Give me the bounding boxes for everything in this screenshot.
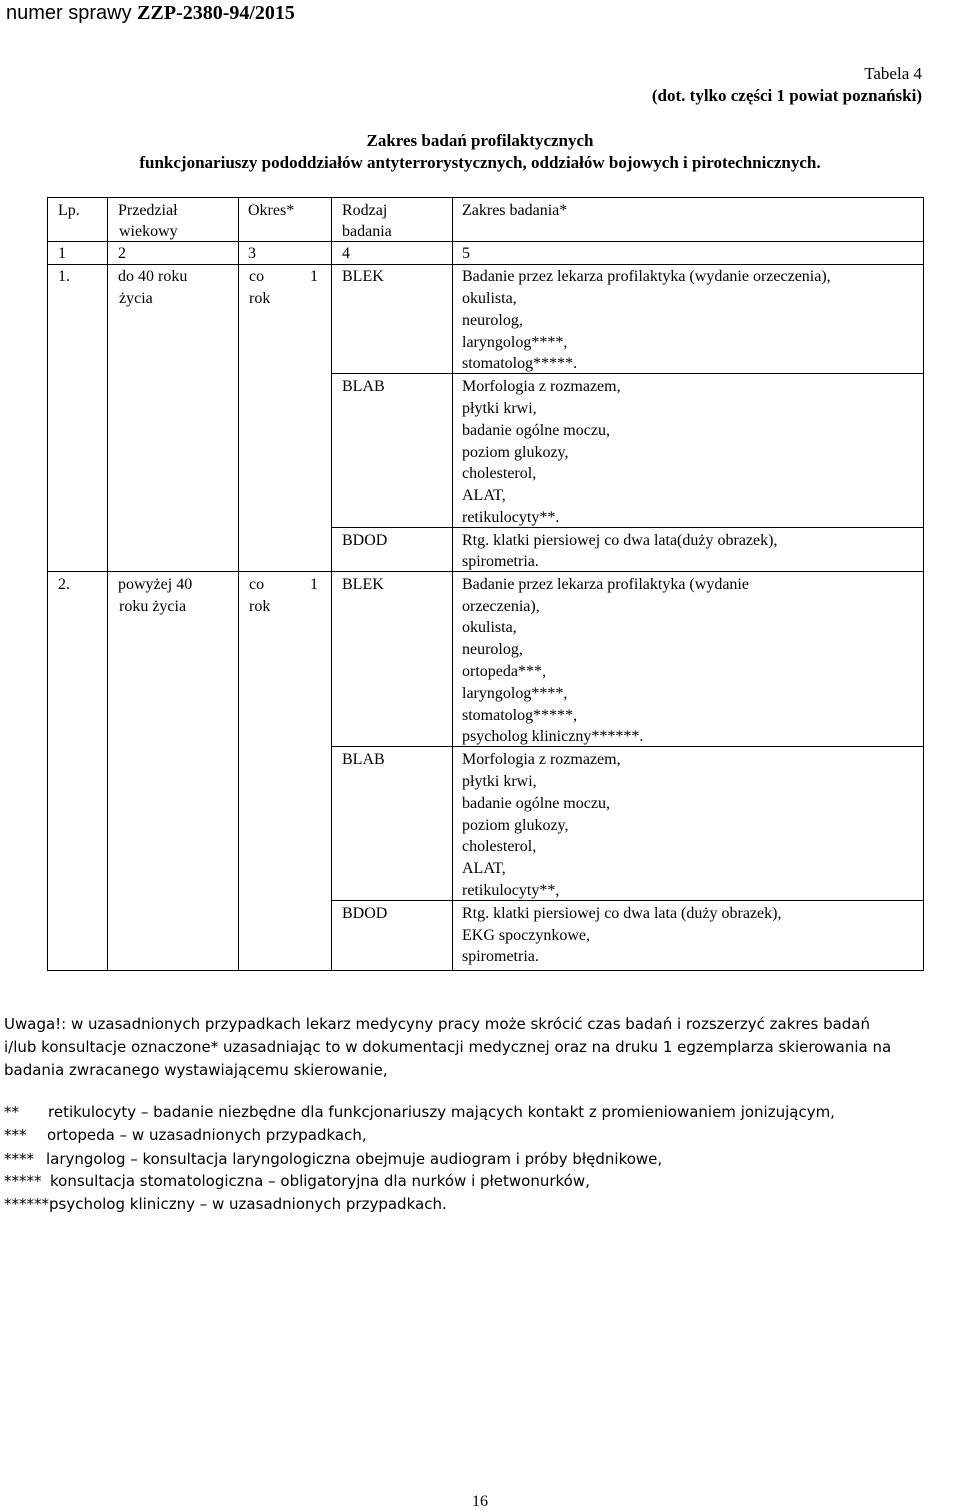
footnote-psycholog <box>4 1195 447 1213</box>
footnote-mark: ** <box>4 1103 19 1121</box>
column-divider <box>331 197 332 971</box>
header-age-line2: wiekowy <box>119 223 178 240</box>
case-number: ZZP-2380-94/2015 <box>137 2 295 24</box>
row1-blek-line: laryngolog****, <box>462 334 568 351</box>
footnote-text: ortopeda – w uzasadnionych przypadkach, <box>47 1126 367 1144</box>
row1-period-b: 1 <box>310 268 318 285</box>
footnote-stomatolog <box>4 1172 590 1190</box>
row2-age-line2: roku życia <box>119 598 187 615</box>
row2-blab-line: poziom glukozy, <box>462 817 569 834</box>
row1-bdod-line: Rtg. klatki piersiowej co dwa lata(duży obrazek), <box>462 532 778 549</box>
row1-blab-line: Morfologia z rozmazem, <box>462 378 621 395</box>
row1-period-c: rok <box>249 290 271 307</box>
col-number: 3 <box>248 245 256 262</box>
row2-blab-line: badanie ogólne moczu, <box>462 795 610 812</box>
row-divider <box>331 373 923 374</box>
row-divider <box>47 241 923 242</box>
column-divider <box>238 197 239 971</box>
document-title-line2: funkcjonariuszy pododdziałów antyterrorystycznych, oddziałów bojowych i pirotechnicznych. <box>139 153 821 172</box>
footnote-mark: ****** <box>4 1195 49 1213</box>
row2-blab-line: cholesterol, <box>462 838 537 855</box>
footnote-mark: ***** <box>4 1172 42 1190</box>
row2-bdod-line: spirometria. <box>462 948 539 965</box>
row1-age-line1: do 40 roku <box>118 268 188 285</box>
header-scope: Zakres badania* <box>462 202 568 219</box>
row1-type-blek: BLEK <box>342 268 384 285</box>
row2-type-bdod: BDOD <box>342 905 388 922</box>
footnote-mark: *** <box>4 1126 27 1144</box>
row1-blek-line: Badanie przez lekarza profilaktyka (wydanie orzeczenia), <box>462 268 831 285</box>
row1-type-bdod: BDOD <box>342 532 388 549</box>
header-type-line1: Rodzaj <box>342 202 388 219</box>
row1-type-blab: BLAB <box>342 378 385 395</box>
row1-age-line2: życia <box>119 290 153 307</box>
col-number: 4 <box>342 245 350 262</box>
row2-blab-line: ALAT, <box>462 860 506 877</box>
row1-blab-line: cholesterol, <box>462 465 537 482</box>
row1-bdod-line: spirometria. <box>462 553 539 570</box>
row1-blek-line: okulista, <box>462 290 517 307</box>
row1-blab-line: badanie ogólne moczu, <box>462 422 610 439</box>
header-age-line1: Przedział <box>118 202 178 219</box>
footnote-retikulocyty <box>4 1103 835 1121</box>
footnote-text: konsultacja stomatologiczna – obligatoryjna dla nurków i płetwonurków, <box>50 1172 590 1190</box>
case-number-header <box>6 2 295 25</box>
row2-blek-line: psycholog kliniczny******. <box>462 728 644 745</box>
row-divider <box>47 264 923 265</box>
row2-blek-line: orzeczenia), <box>462 598 540 615</box>
row1-blab-line: płytki krwi, <box>462 400 537 417</box>
row2-blab-line: retikulocyty**, <box>462 882 560 899</box>
uwaga-line1: Uwaga!: w uzasadnionych przypadkach lekarz medycyny pracy może skrócić czas badań i rozszerzyć zakres badań <box>4 1015 871 1033</box>
row2-blek-line: okulista, <box>462 619 517 636</box>
row-divider <box>331 527 923 528</box>
row2-period-a: co <box>249 576 265 593</box>
col-number: 2 <box>118 245 126 262</box>
footnote-text: retikulocyty – badanie niezbędne dla funkcjonariuszy mających kontakt z promieniowaniem jonizującym, <box>48 1103 835 1121</box>
row2-blek-line: laryngolog****, <box>462 685 568 702</box>
row2-lp: 2. <box>58 576 70 593</box>
row1-blek-line: stomatolog*****. <box>462 355 578 372</box>
row2-blab-line: płytki krwi, <box>462 773 537 790</box>
row2-blek-line: neurolog, <box>462 641 523 658</box>
row2-age-line1: powyżej 40 <box>118 576 193 593</box>
row2-type-blab: BLAB <box>342 751 385 768</box>
col-number: 5 <box>462 245 470 262</box>
row2-blek-line: ortopeda***, <box>462 663 546 680</box>
page-number: 16 <box>472 1493 488 1510</box>
row1-blab-line: retikulocyty**. <box>462 509 560 526</box>
column-divider <box>107 197 108 971</box>
row2-bdod-line: Rtg. klatki piersiowej co dwa lata (duży obrazek), <box>462 905 782 922</box>
row1-period-a: co <box>249 268 265 285</box>
footnote-ortopeda <box>4 1126 367 1144</box>
footnote-mark: **** <box>4 1150 34 1168</box>
footnote-text: laryngolog – konsultacja laryngologiczna obejmuje audiogram i próby błędnikowe, <box>46 1150 663 1168</box>
row2-bdod-line: EKG spoczynkowe, <box>462 927 590 944</box>
row2-period-c: rok <box>249 598 271 615</box>
row2-blab-line: Morfologia z rozmazem, <box>462 751 621 768</box>
table-label: Tabela 4 <box>864 64 922 83</box>
footnote-text: psycholog kliniczny – w uzasadnionych przypadkach. <box>49 1195 447 1213</box>
uwaga-line3: badania zwracanego wystawiającemu skierowanie, <box>4 1061 388 1079</box>
scope-note: (dot. tylko części 1 powiat poznański) <box>651 86 922 105</box>
footnote-laryngolog <box>4 1150 662 1168</box>
row2-period-b: 1 <box>310 576 318 593</box>
row1-blab-line: poziom glukozy, <box>462 444 569 461</box>
header-type-line2: badania <box>342 223 392 240</box>
row1-lp: 1. <box>58 268 70 285</box>
case-number-prefix: numer sprawy <box>6 2 138 24</box>
row2-type-blek: BLEK <box>342 576 384 593</box>
row1-blab-line: ALAT, <box>462 487 506 504</box>
row-divider <box>331 900 923 901</box>
header-period: Okres* <box>248 202 295 219</box>
col-number: 1 <box>58 245 66 262</box>
row2-blek-line: stomatolog*****, <box>462 707 578 724</box>
document-title-line1: Zakres badań profilaktycznych <box>366 131 594 150</box>
row1-blek-line: neurolog, <box>462 312 523 329</box>
column-divider <box>452 197 453 971</box>
header-lp: Lp. <box>58 202 80 219</box>
row2-blek-line: Badanie przez lekarza profilaktyka (wydanie <box>462 576 749 593</box>
uwaga-line2: i/lub konsultacje oznaczone* uzasadniając to w dokumentacji medycznej oraz na druku 1 egzemplarza skierowania na <box>4 1038 892 1056</box>
